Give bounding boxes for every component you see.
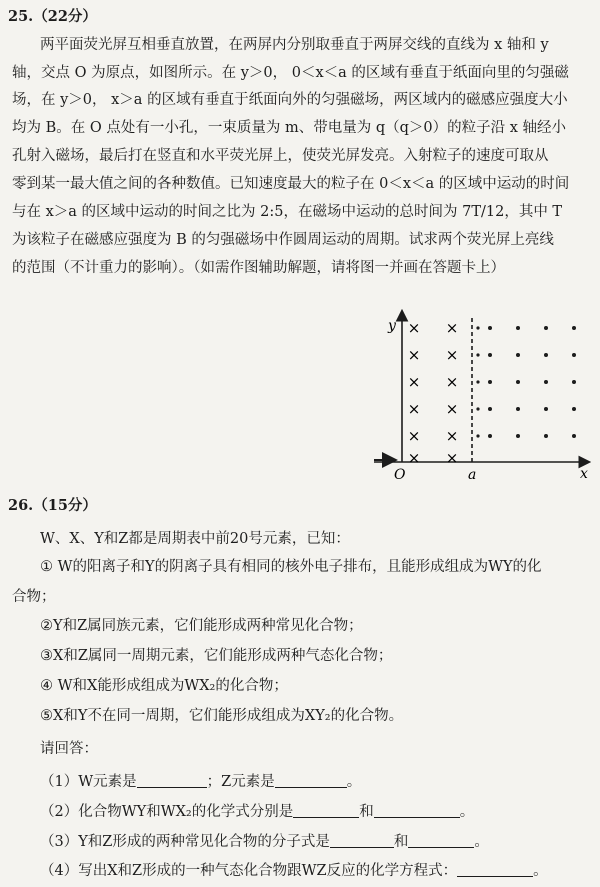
- q25-line-7: 与在 x＞a 的区域中运动的时间之比为 2:5，在磁场中运动的总时间为 7T/12，其中 T: [12, 204, 563, 220]
- q25-line-4: 均为 B。在 O 点处有一小孔，一束质量为 m、带电量为 q（q＞0）的粒子沿 x 轴经小: [12, 120, 567, 136]
- q25-line-1: 两平面荧光屏互相垂直放置，在两屏内分别取垂直于两屏交线的直线为 x 轴和 y: [40, 37, 549, 53]
- q25-header: 25.（22分）: [8, 8, 97, 25]
- q25-line-3: 场，在 y＞0， x＞a 的区域有垂直于纸面向外的匀强磁场，两区域内的磁感应强度大小: [12, 92, 568, 108]
- dot-symbol: [544, 407, 548, 411]
- dot-symbol: [572, 326, 576, 330]
- magnetic-field-figure: [360, 300, 600, 480]
- q26-intro: W、X、Y和Z都是周期表中前20号元素，已知：: [40, 531, 350, 547]
- q26-condition-4: ④ W和X能形成组成为WX₂的化合物；: [40, 678, 288, 694]
- dot-symbol: [488, 434, 492, 438]
- q25-line-5: 孔射入磁场，最后打在竖直和水平荧光屏上，使荧光屏发亮。入射粒子的速度可取从: [12, 148, 549, 164]
- dot-symbol: [476, 407, 479, 410]
- answer-blank-w[interactable]: [137, 773, 207, 788]
- dot-symbol: [476, 326, 479, 329]
- cross-symbol: ×: [445, 449, 459, 467]
- q25-line-2: 轴，交点 O 为原点，如图所示。在 y＞0， 0＜x＜a 的区域有垂直于纸面向里的匀强磁: [12, 65, 569, 81]
- cross-symbol: ×: [407, 373, 421, 391]
- answer-blank-equation[interactable]: [457, 862, 533, 877]
- q25-line-6: 零到某一最大值之间的各种数值。已知速度最大的粒子在 0＜x＜a 的区域中运动的时间: [12, 176, 570, 192]
- field-into-page-crosses: [408, 319, 459, 467]
- cross-symbol: ×: [407, 400, 421, 418]
- q26-condition-1: ① W的阳离子和Y的阴离子具有相同的核外电子排布，且能形成组成为WY的化: [40, 559, 542, 575]
- cross-symbol: ×: [407, 449, 421, 467]
- q26-question-1: （1）W元素是 ；Z元素是 。: [40, 774, 362, 790]
- dot-symbol: [516, 434, 520, 438]
- dot-symbol: [516, 353, 520, 357]
- answer-blank-yz-2[interactable]: [408, 833, 474, 848]
- q26-condition-2: ②Y和Z属同族元素，它们能形成两种常见化合物；: [40, 618, 363, 634]
- dot-symbol: [488, 380, 492, 384]
- q26-ask: 请回答：: [40, 741, 98, 757]
- cross-symbol: ×: [445, 427, 459, 445]
- dot-symbol: [544, 326, 548, 330]
- cross-symbol: ×: [407, 346, 421, 364]
- cross-symbol: ×: [407, 427, 421, 445]
- dot-symbol: [476, 353, 479, 356]
- cross-symbol: ×: [445, 373, 459, 391]
- dot-symbol: [516, 326, 520, 330]
- answer-blank-z[interactable]: [275, 773, 347, 788]
- dot-symbol: [572, 380, 576, 384]
- cross-symbol: ×: [445, 319, 459, 337]
- answer-blank-yz-1[interactable]: [330, 833, 394, 848]
- cross-symbol: ×: [407, 319, 421, 337]
- a-label: a: [468, 467, 477, 480]
- dot-symbol: [516, 407, 520, 411]
- x-axis-label: x: [580, 466, 588, 480]
- dot-symbol: [476, 434, 479, 437]
- dot-symbol: [572, 434, 576, 438]
- q26-condition-1-cont: 合物；: [12, 589, 56, 605]
- q26-question-2: （2）化合物WY和WX₂的化学式分别是 和 。: [40, 804, 475, 820]
- dot-symbol: [488, 407, 492, 411]
- dot-symbol: [516, 380, 520, 384]
- answer-blank-wx2[interactable]: [374, 803, 460, 818]
- dot-symbol: [544, 353, 548, 357]
- dot-symbol: [572, 353, 576, 357]
- q26-condition-3: ③X和Z属同一周期元素，它们能形成两种气态化合物；: [40, 648, 393, 664]
- cross-symbol: ×: [445, 400, 459, 418]
- q26-condition-5: ⑤X和Y不在同一周期，它们能形成组成为XY₂的化合物。: [40, 708, 404, 724]
- dot-symbol: [488, 353, 492, 357]
- answer-blank-wy[interactable]: [293, 803, 359, 818]
- q26-question-3: （3）Y和Z形成的两种常见化合物的分子式是 和 。: [40, 834, 489, 850]
- q25-line-9: 的范围（不计重力的影响）。（如需作图辅助解题，请将图一并画在答题卡上）: [12, 260, 505, 276]
- field-out-of-page-dots: [476, 326, 576, 438]
- origin-label: O: [394, 467, 406, 480]
- cross-symbol: ×: [445, 346, 459, 364]
- q25-line-8: 为该粒子在磁感应强度为 B 的匀强磁场中作圆周运动的周期。试求两个荧光屏上亮线: [12, 232, 554, 248]
- dot-symbol: [572, 407, 576, 411]
- q26-header: 26.（15分）: [8, 497, 97, 514]
- dot-symbol: [488, 326, 492, 330]
- dot-symbol: [544, 434, 548, 438]
- q26-question-4: （4）写出X和Z形成的一种气态化合物跟WZ反应的化学方程式： 。: [40, 863, 548, 879]
- y-axis-label: y: [388, 318, 396, 334]
- dot-symbol: [476, 380, 479, 383]
- dot-symbol: [544, 380, 548, 384]
